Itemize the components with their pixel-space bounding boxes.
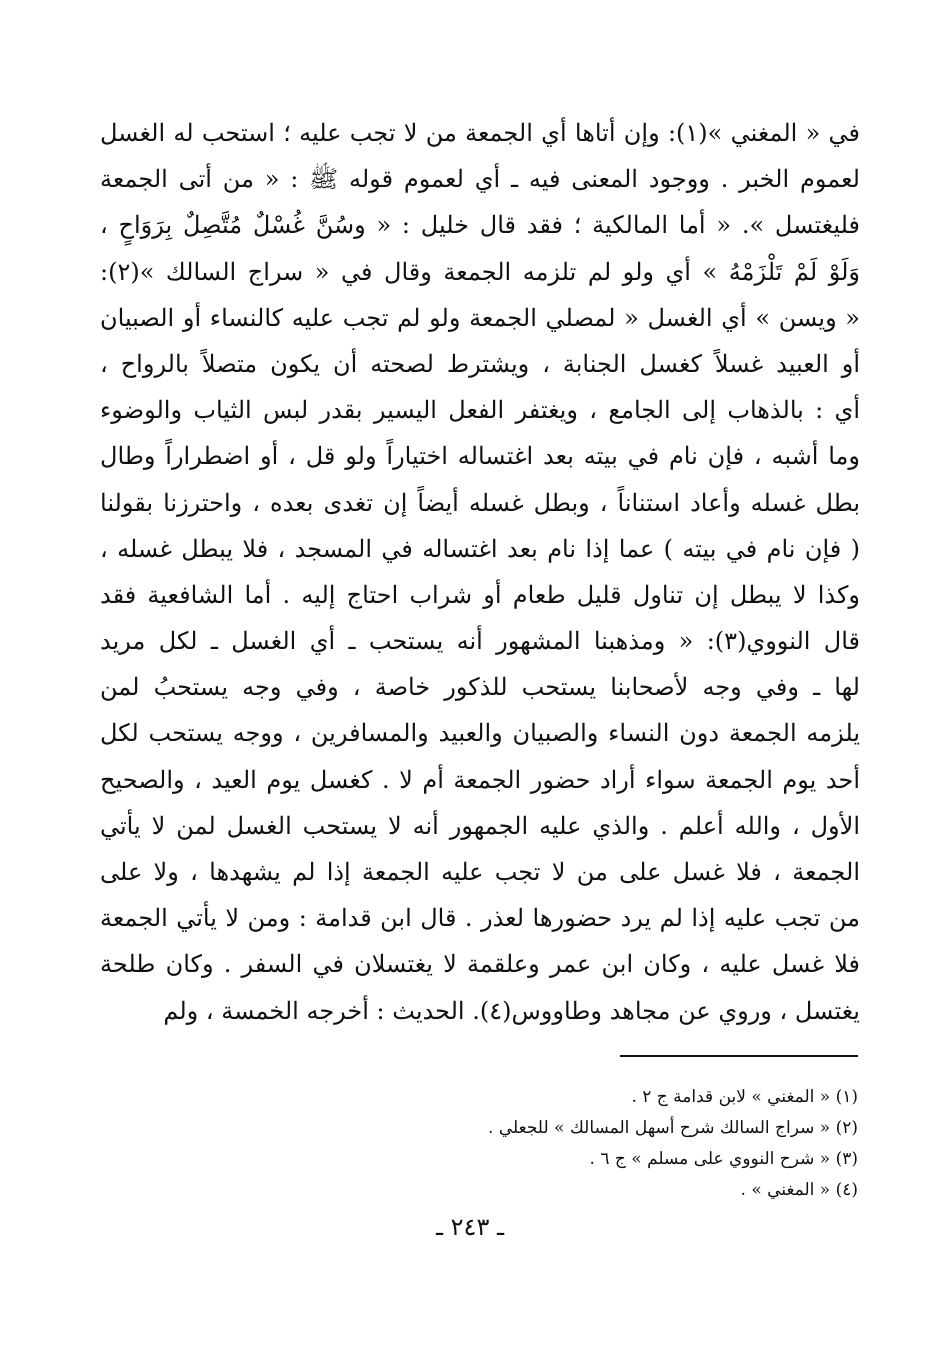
footnotes bbox=[400, 1082, 858, 1206]
text-line: قال النووي(٣): « ومذهبنا المشهور أنه يستحب ـ أي الغسل ـ لكل مريد bbox=[100, 627, 860, 656]
text-line: يغتسل ، وروي عن مجاهد وطاووس(٤). الحديث : أخرجه الخمسة ، ولم bbox=[163, 996, 860, 1025]
footnote: (١) « المغني » لابن قدامة ج ٢ . bbox=[631, 1087, 858, 1107]
text-line: وكذا لا يبطل إن تناول قليل طعام أو شراب احتاج إليه . أما الشافعية فقد bbox=[100, 580, 860, 609]
text-line: أي : بالذهاب إلى الجامع ، ويغتفر الفعل اليسير بقدر لبس الثياب والوضوء bbox=[100, 396, 860, 425]
text-line: من تجب عليه إذا لم يرد حضورها لعذر . قال ابن قدامة : ومن لا يأتي الجمعة bbox=[100, 904, 860, 933]
page-number: ـ ٢٤٣ ـ bbox=[435, 1213, 504, 1241]
text-line: بطل غسله وأعاد استناناً ، وبطل غسله أيضاً إن تغدى بعده ، واحترزنا بقولنا bbox=[100, 488, 860, 517]
text-line: يلزمه الجمعة دون النساء والصبيان والعبيد والمسافرين ، ووجه يستحب لكل bbox=[100, 719, 860, 748]
text-line: وما أشبه ، فإن نام في بيته بعد اغتساله اختياراً ولو قل ، أو اضطراراً وطال bbox=[100, 442, 860, 471]
footnote: (٢) « سراج السالك شرح أسهل المسالك » للجعلي . bbox=[488, 1118, 858, 1138]
text-line: أحد يوم الجمعة سواء أراد حضور الجمعة أم لا . كغسل يوم العيد ، والصحيح bbox=[100, 765, 860, 794]
text-line: فلا غسل عليه ، وكان ابن عمر وعلقمة لا يغتسلان في السفر . وكان طلحة bbox=[100, 950, 860, 979]
text-line: ( فإن نام في بيته ) عما إذا نام بعد اغتساله في المسجد ، فلا يبطل غسله ، bbox=[100, 534, 860, 563]
text-line: « ويسن » أي الغسل « لمصلي الجمعة ولو لم تجب عليه كالنساء أو الصبيان bbox=[100, 303, 860, 332]
text-line: لها ـ وفي وجه لأصحابنا يستحب للذكور خاصة ، وفي وجه يستحبُ لمن bbox=[100, 673, 860, 702]
text-line: أو العبيد غسلاً كغسل الجنابة ، ويشترط لصحته أن يكون متصلاً بالرواح ، bbox=[100, 349, 860, 378]
text-line: وَلَوْ لَمْ تَلْزَمْهُ » أي ولو لم تلزمه الجمعة وقال في « سراج السالك »(٢): bbox=[100, 257, 860, 286]
text-line: الأول ، والله أعلم . والذي عليه الجمهور أنه لا يستحب الغسل لمن لا يأتي bbox=[100, 811, 860, 840]
text-line: لعموم الخبر . ووجود المعنى فيه ـ أي لعموم قوله ﷺ : « من أتى الجمعة bbox=[100, 165, 860, 194]
footnote: (٣) « شرح النووي على مسلم » ج ٦ . bbox=[589, 1149, 858, 1169]
text-line: فليغتسل ». « أما المالكية ؛ فقد قال خليل : « وسُنَّ غُسْلٌ مُتَّصِلٌ بِرَوَاحٍ ، bbox=[100, 211, 860, 240]
footnote: (٤) « المغني » . bbox=[740, 1180, 858, 1200]
text-line: الجمعة ، فلا غسل على من لا تجب عليه الجمعة إذا لم يشهدها ، ولا على bbox=[100, 858, 860, 886]
main-text bbox=[100, 110, 860, 1034]
text-line: في « المغني »(١): وإن أتاها أي الجمعة من لا تجب عليه ؛ استحب له الغسل bbox=[100, 119, 860, 147]
footnote-separator bbox=[620, 1055, 858, 1057]
